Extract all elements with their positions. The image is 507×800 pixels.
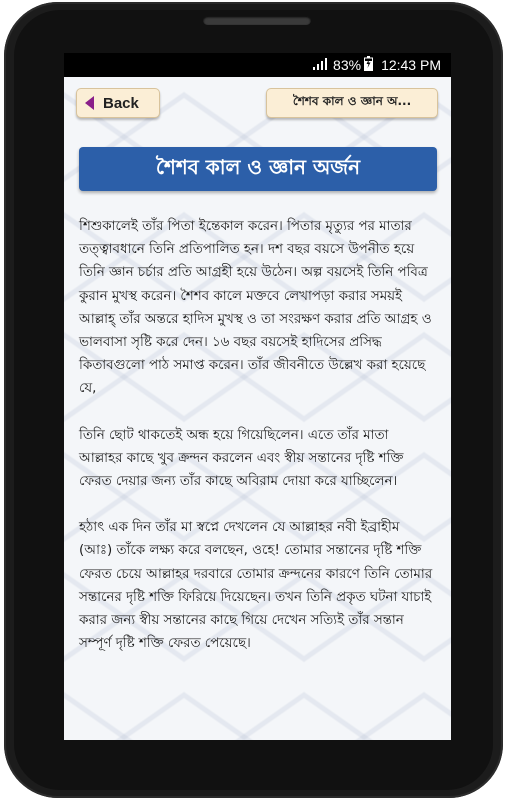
phone-speaker <box>203 16 311 25</box>
clock: 12:43 PM <box>381 57 441 73</box>
back-button-label: Back <box>103 94 139 112</box>
signal-icon <box>313 57 327 73</box>
back-button[interactable] <box>76 88 160 118</box>
article-paragraph: হঠাৎ এক দিন তাঁর মা স্বপ্নে দেখলেন যে আল্লাহর নবী ইব্রাহীম (আঃ) তাঁকে লক্ষ্য করে বলছেন, ওহে! তোমার সন্তানের দৃষ্টি শক্তি ফেরত চেয়ে আল্লাহর দরবারে তোমার ক্রন্দনের কারণে তিনি তোমার সন্তানের দৃষ্টি শক্তি ফিরিয়ে দিয়েছেন। তখন তিনি প্রকৃত ঘটনা যাচাই করার জন্য স্বীয় সন্তানের কাছে গিয়ে দেখেন সত্যিই তাঁর সন্তান সম্পূর্ণ দৃষ্টি শক্তি ফেরত পেয়েছে। <box>79 520 433 652</box>
article-paragraph: শিশুকালেই তাঁর পিতা ইন্তেকাল করেন। পিতার মৃত্যুর পর মাতার তত্ত্বাবধানে তিনি প্রতিপালিত হন। দশ বছর বয়সে উপনীত হয়ে তিনি জ্ঞান চর্চার প্রতি আগ্রহী হয়ে উঠেন। অল্প বয়সেই তিনি পবিত্র কুরান মুখস্থ করেন। শৈশব কালে মক্তবে লেখাপড়া করার সময়ই আল্লাহ্ তাঁর অন্তরে হাদিস মুখস্থ ও তা সংরক্ষণ করার প্রতি আগ্রহ ও ভালবাসা সৃষ্টি করে দেন। ১৬ বছর বয়সেই হাদিসের প্রসিদ্ধ কিতাবগুলো পাঠ সমাপ্ত করেন। তাঁর জীবনীতে উল্লেখ করা হয়েছে যে, <box>79 219 432 397</box>
status-bar <box>64 53 451 77</box>
back-arrow-icon <box>85 96 94 110</box>
app-content-area <box>64 77 451 740</box>
battery-percent: 83% <box>333 57 362 73</box>
battery-charging-icon <box>364 56 373 74</box>
phone-frame <box>4 2 503 798</box>
chapter-title-button-label: শৈশব কাল ও জ্ঞান অ... <box>292 94 412 108</box>
page-title: শৈশব কাল ও জ্ঞান অর্জন <box>155 154 361 179</box>
screen <box>64 53 451 740</box>
chapter-title-button[interactable] <box>266 88 438 118</box>
article-body <box>79 215 435 678</box>
page-title-bar <box>79 147 437 191</box>
article-paragraph: তিনি ছোট থাকতেই অন্ধ হয়ে গিয়েছিলেন। এতে তাঁর মাতা আল্লাহর কাছে খুব ক্রন্দন করলেন এবং স্বীয় সন্তানের দৃষ্টি শক্তি ফেরত দেয়ার জন্য তাঁর কাছে অবিরাম দোয়া করে যাচ্ছিলেন। <box>79 427 404 490</box>
